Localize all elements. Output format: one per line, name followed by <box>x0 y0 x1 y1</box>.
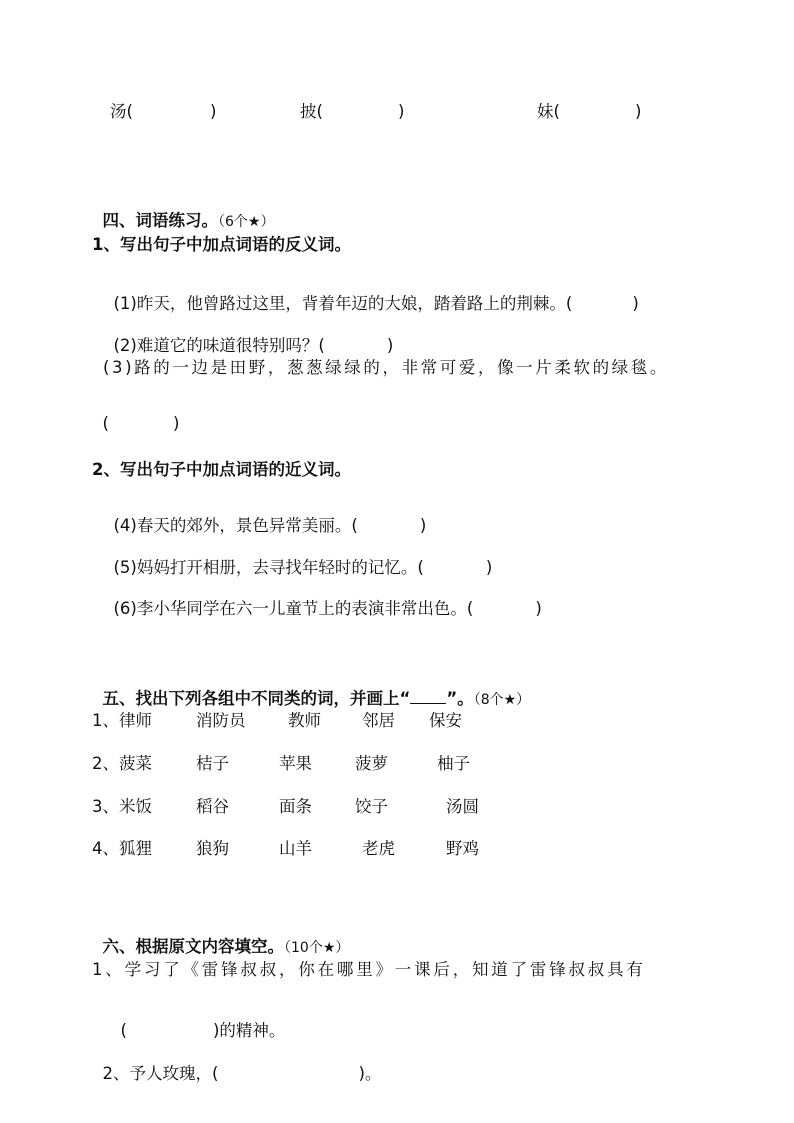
question-text: (5)妈妈打开相册，去寻找年轻时的记忆。( <box>113 558 424 577</box>
section4-q2-title: 2、写出句子中加点词语的近义词。 <box>92 460 351 479</box>
char-pi-close: ) <box>398 102 405 121</box>
word-cell: 山羊 <box>279 839 312 858</box>
word-cell: 老虎 <box>362 839 395 858</box>
paren-open: ( <box>120 1021 127 1040</box>
char-pi: 披( <box>300 102 323 121</box>
section4-q1-item3-blank <box>92 394 179 434</box>
section5-count: （8个★） <box>473 692 531 708</box>
section4-q1-item3: (3)路的一边是田野，葱葱绿绿的，非常可爱，像一片柔软的绿毯。 <box>103 358 669 377</box>
section5-heading <box>92 669 530 710</box>
section5-title-a: 五、找出下列各组中不同类的词，并画上“ <box>102 689 411 708</box>
word-cell: 保安 <box>429 711 462 730</box>
section4-q2-item4 <box>103 496 426 536</box>
word-cell: 消防员 <box>196 711 246 730</box>
question-text-tail: )的精神。 <box>212 1021 286 1040</box>
word-cell: 菠萝 <box>355 754 388 773</box>
section6-q1-text: 1、学习了《雷锋叔叔，你在哪里》一课后，知道了雷锋叔叔具有 <box>92 960 646 979</box>
question-text: (6)李小华同学在六一儿童节上的表演非常出色。( <box>113 599 474 618</box>
question-text: (1)昨天，他曾路过这里，背着年迈的大娘，踏着路上的荆棘。( <box>113 294 573 313</box>
paren-close: ) <box>172 414 180 433</box>
word-cell: 狼狗 <box>196 839 229 858</box>
word-cell: 野鸡 <box>446 839 479 858</box>
section6-heading <box>92 917 349 958</box>
word-cell: 2、菠菜 <box>92 754 152 773</box>
section4-q2-item5 <box>103 538 492 578</box>
word-cell: 邻居 <box>362 711 395 730</box>
section4-q1-item2 <box>103 316 393 356</box>
word-cell: 饺子 <box>355 797 388 816</box>
section5-title-b: ”。 <box>446 689 474 708</box>
section6-title: 六、根据原文内容填空。 <box>102 937 284 956</box>
underline-mark <box>410 689 446 704</box>
char-tang-close: ) <box>210 102 217 121</box>
paren-close: ) <box>535 599 542 618</box>
paren-open: ( <box>102 414 109 433</box>
paren-close: ) <box>386 336 394 355</box>
section6-count: （10个★） <box>284 940 350 956</box>
section4-q1-item1 <box>103 274 639 314</box>
word-cell: 柚子 <box>437 754 470 773</box>
word-cell: 1、律师 <box>92 711 152 730</box>
word-cell: 汤圆 <box>446 797 479 816</box>
section4-title: 四、词语练习。 <box>102 211 218 230</box>
char-tang: 汤( <box>110 102 133 121</box>
section4-heading <box>92 191 274 232</box>
section4-q1-title: 1、写出句子中加点词语的反义词。 <box>92 235 351 254</box>
question-text: (4)春天的郊外，景色异常美丽。( <box>113 516 358 535</box>
section4-count: （6个★） <box>218 214 275 230</box>
char-mei-close: ) <box>635 102 642 121</box>
word-cell: 苹果 <box>279 754 312 773</box>
section6-q2 <box>92 1044 381 1084</box>
char-mei: 妹( <box>537 102 560 121</box>
question-text: (2)难道它的味道很特别吗？( <box>113 336 325 355</box>
section6-q1-blank <box>110 1001 285 1041</box>
paren-close: ) <box>485 558 493 577</box>
word-cell: 3、米饭 <box>92 797 152 816</box>
word-cell: 4、狐狸 <box>92 839 152 858</box>
word-cell: 面条 <box>279 797 312 816</box>
paren-close: ) <box>632 294 639 313</box>
question-text: 2、予人玫瑰，( <box>102 1064 219 1083</box>
section4-q2-item6 <box>103 579 542 619</box>
word-cell: 桔子 <box>196 754 229 773</box>
word-cell: 稻谷 <box>196 797 229 816</box>
word-cell: 教师 <box>288 711 321 730</box>
question-text-tail: )。 <box>358 1064 382 1083</box>
paren-close: ) <box>419 516 427 535</box>
